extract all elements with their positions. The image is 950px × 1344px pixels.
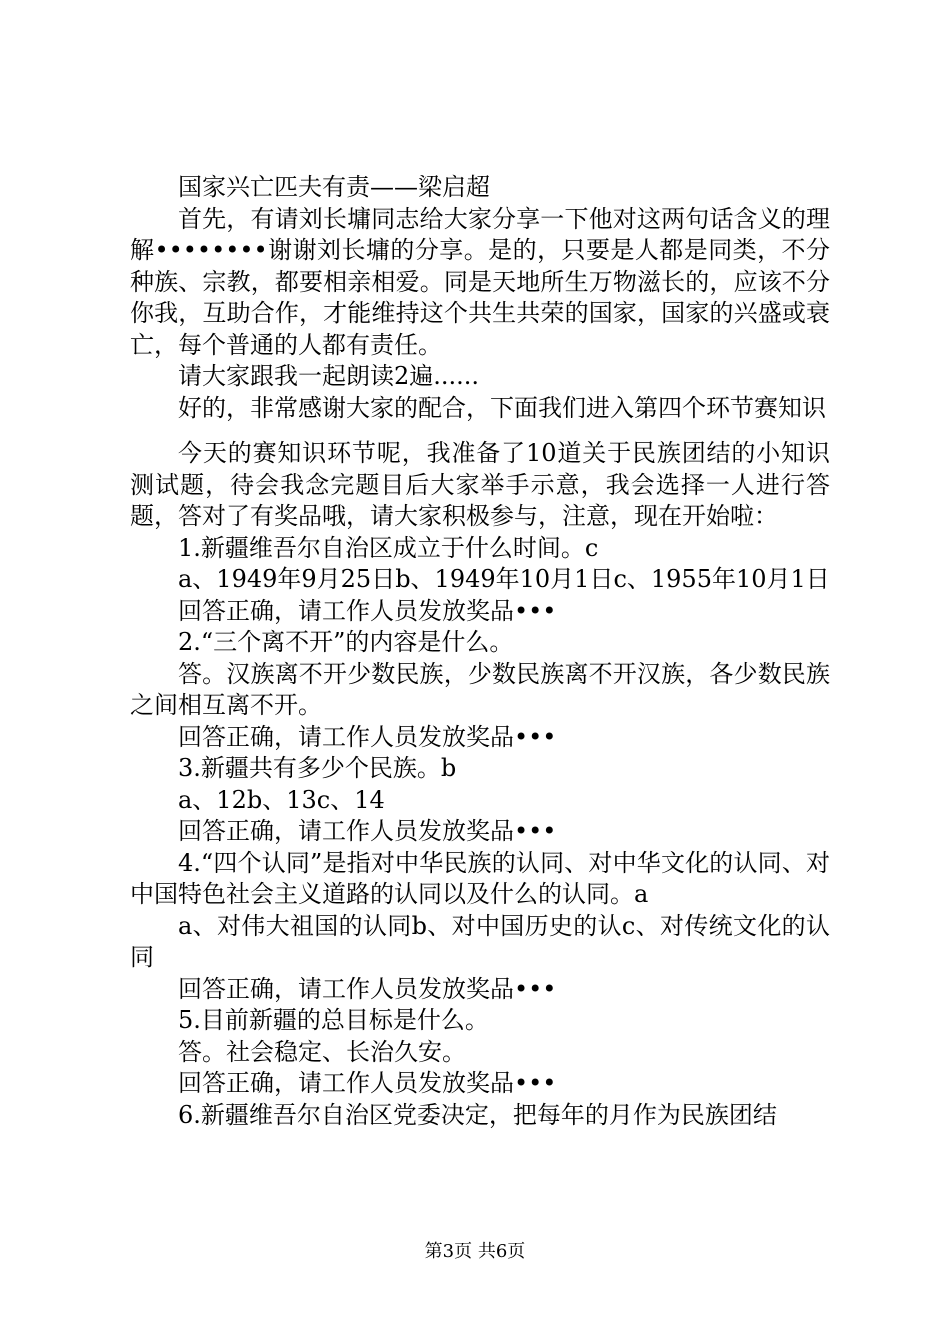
answer-correct-2: 回答正确，请工作人员发放奖品••• bbox=[178, 722, 557, 751]
question-3: 3.新疆共有多少个民族。b bbox=[178, 754, 457, 782]
question-2: 2.“三个离不开”的内容是什么。 bbox=[178, 628, 514, 656]
answer-correct-1: 回答正确，请工作人员发放奖品••• bbox=[178, 596, 557, 625]
question-6: 6.新疆维吾尔自治区党委决定，把每年的月作为民族团结 bbox=[178, 1100, 777, 1129]
question-5: 5.目前新疆的总目标是什么。 bbox=[178, 1006, 489, 1034]
question-1: 1.新疆维吾尔自治区成立于什么时间。c bbox=[178, 533, 599, 562]
question-1-options: a、1949年9月25日b、1949年10月1日c、1955年10月1日 bbox=[178, 565, 830, 593]
heading-quote: 国家兴亡匹夫有责——梁启超 bbox=[178, 173, 490, 201]
question-4-options: a、对伟大祖国的认同b、对中国历史的认c、对传统文化的认同 bbox=[130, 911, 830, 971]
answer-correct-3: 回答正确，请工作人员发放奖品••• bbox=[178, 817, 557, 845]
question-5-answer: 答。社会稳定、长治久安。 bbox=[178, 1037, 466, 1066]
question-2-answer: 答。汉族离不开少数民族，少数民族离不开汉族，各少数民族之间相互离不开。 bbox=[130, 659, 830, 719]
paragraph-next-section: 好的，非常感谢大家的配合，下面我们进入第四个环节赛知识 bbox=[178, 393, 826, 422]
answer-correct-4: 回答正确，请工作人员发放奖品••• bbox=[178, 974, 557, 1003]
answer-correct-5: 回答正确，请工作人员发放奖品••• bbox=[178, 1069, 557, 1097]
paragraph-intro: 首先，有请刘长墉同志给大家分享一下他对这两句话含义的理解••••••••谢谢刘长墉的分享。是的，只要是人都是同类，不分种族、宗教，都要相亲相爱。同是天地所生万物滋长的，应该不分你我，互助合作，才能维持这个共生共荣的国家，国家的兴盛或衰亡，每个普通的人都有责任。 bbox=[130, 204, 830, 359]
document-body bbox=[130, 172, 830, 1131]
paragraph-read-aloud: 请大家跟我一起朗读2遍...... bbox=[178, 362, 480, 390]
page-number-footer: 第3页 共6页 bbox=[424, 1241, 526, 1262]
question-4: 4.“四个认同”是指对中华民族的认同、对中华文化的认同、对中国特色社会主义道路的认同以及什么的认同。a bbox=[130, 848, 830, 908]
question-3-options: a、12b、13c、14 bbox=[178, 785, 385, 814]
paragraph-quiz-intro: 今天的赛知识环节呢，我准备了10道关于民族团结的小知识测试题，待会我念完题目后大家举手示意，我会选择一人进行答题，答对了有奖品哦，请大家积极参与，注意，现在开始啦： bbox=[130, 439, 830, 530]
